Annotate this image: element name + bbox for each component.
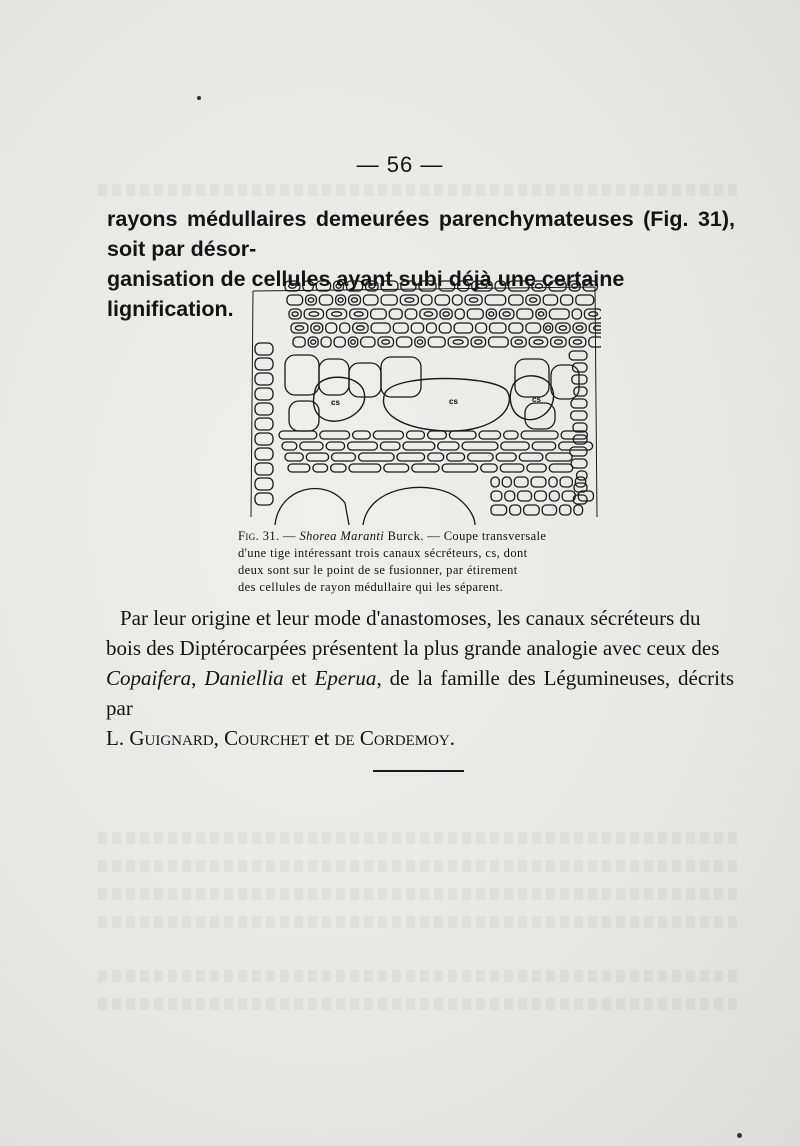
cell-lumen <box>443 312 449 316</box>
separator-text: , <box>213 726 225 750</box>
fiber-cell <box>311 323 323 333</box>
fiber-cell <box>389 309 402 319</box>
cell-lumen <box>354 312 363 316</box>
show-through-line <box>98 888 738 900</box>
fiber-cell <box>465 295 482 305</box>
fiber-cell <box>293 337 305 347</box>
fiber-cell <box>411 323 423 333</box>
cell-lumen <box>405 298 414 302</box>
fiber-cell <box>489 337 509 347</box>
fiber-cell <box>572 309 581 319</box>
fiber-cell <box>518 491 532 501</box>
fiber-cell <box>560 477 572 487</box>
fiber-cell <box>468 453 494 461</box>
fiber-cell <box>439 281 455 291</box>
paragraph-line: rayons médullaires demeurées parenchymateuses (Fig. 31), soit par désor- <box>107 207 735 261</box>
fiber-cell <box>361 337 375 347</box>
fiber-cell <box>378 337 394 347</box>
fiber-cell <box>531 477 546 487</box>
fiber-cell <box>502 477 511 487</box>
fiber-cell <box>373 431 403 439</box>
caption-dash: — <box>279 529 300 543</box>
fiber-cell <box>491 491 502 501</box>
figure-caption <box>238 528 600 596</box>
section-end-rule <box>373 770 464 772</box>
cell-section-drawing <box>245 273 601 525</box>
genus-name: Daniellia <box>204 666 284 690</box>
fiber-cell <box>574 505 583 515</box>
fiber-cell <box>504 431 518 439</box>
fiber-cell <box>428 337 445 347</box>
fiber-cell <box>285 281 300 291</box>
fiber-cell <box>571 459 587 468</box>
fiber-cell <box>304 309 323 319</box>
fiber-cell <box>546 453 572 461</box>
cell-lumen <box>489 312 494 316</box>
paragraph-line: ganisation de cellules ayant subi déjà une certaine lignification. <box>107 267 625 321</box>
canal-label-cs: cs <box>532 395 541 404</box>
cell-lumen <box>295 326 303 330</box>
cell-lumen <box>503 312 510 316</box>
species-author: Burck. <box>384 529 424 543</box>
cell-lumen <box>559 326 566 330</box>
end-punctuation: . <box>449 726 455 750</box>
fiber-cell <box>327 309 347 319</box>
fiber-cell <box>359 453 395 461</box>
fiber-cell <box>532 442 556 450</box>
cell-lumen <box>475 340 482 344</box>
fiber-cell <box>363 295 378 305</box>
caption-line <box>238 528 600 545</box>
fiber-cell <box>510 505 521 515</box>
fiber-cell <box>287 295 303 305</box>
fiber-cell <box>491 477 499 487</box>
fiber-cell <box>427 323 437 333</box>
fiber-cell <box>453 295 463 305</box>
fiber-cell <box>316 281 330 291</box>
vessel-wall <box>363 487 475 525</box>
fiber-cell <box>321 337 331 347</box>
fiber-cell <box>289 309 301 319</box>
fiber-cell <box>255 373 273 385</box>
fiber-cell <box>288 464 310 472</box>
author-name: de Cordemoy <box>334 726 450 750</box>
fiber-cell <box>348 337 357 347</box>
fiber-cell <box>496 453 516 461</box>
fiber-cell <box>454 323 473 333</box>
fiber-cell <box>255 478 273 490</box>
paragraph-line <box>106 663 734 723</box>
fiber-cell <box>371 309 387 319</box>
fiber-cell <box>569 337 586 347</box>
fiber-cell <box>428 431 447 439</box>
show-through-line <box>98 832 738 844</box>
fiber-cell <box>255 343 273 355</box>
fiber-cell <box>400 295 418 305</box>
show-through-line <box>98 184 738 196</box>
genus-name: Copaifera <box>106 666 192 690</box>
fiber-cell <box>319 295 332 305</box>
fiber-cell <box>348 442 378 450</box>
fiber-cell <box>384 464 409 472</box>
cell-lumen <box>351 340 356 344</box>
fiber-cell <box>556 323 570 333</box>
cell-lumen <box>555 340 563 344</box>
fiber-cell <box>544 323 553 333</box>
fiber-cell <box>300 442 323 450</box>
fiber-cell <box>526 323 541 333</box>
fiber-cell <box>320 431 350 439</box>
fiber-cell <box>479 431 501 439</box>
fiber-cell <box>514 477 528 487</box>
fiber-cell <box>481 464 498 472</box>
fiber-cell <box>549 281 566 291</box>
cell-lumen <box>453 340 463 344</box>
fiber-cell <box>542 505 556 515</box>
cell-lumen <box>309 312 319 316</box>
cell-lumen <box>332 312 342 316</box>
fiber-cell <box>569 281 580 291</box>
cell-lumen <box>382 340 390 344</box>
fiber-cell <box>519 453 543 461</box>
cell-lumen <box>357 326 365 330</box>
fiber-cell <box>584 309 601 319</box>
figure-number: Fig. 31. <box>238 529 280 543</box>
fiber-cell <box>576 295 594 305</box>
fiber-cell <box>485 295 506 305</box>
fiber-cell <box>353 323 368 333</box>
section-outline <box>251 287 597 517</box>
fiber-cell <box>574 387 587 396</box>
fiber-cell <box>472 281 492 291</box>
fiber-cell <box>571 399 587 408</box>
fiber-cell <box>255 358 273 370</box>
fiber-cell <box>527 464 546 472</box>
fiber-cell <box>428 453 444 461</box>
fiber-cell <box>334 337 345 347</box>
fiber-cell <box>255 388 273 400</box>
fiber-cell <box>353 431 371 439</box>
caption-line: d'une tige intéressant trois canaux sécréteurs, cs, dont <box>238 546 528 560</box>
paragraph-2 <box>106 603 734 753</box>
fiber-cell <box>332 453 356 461</box>
initial-text: L. <box>106 726 130 750</box>
fiber-cell <box>569 351 587 360</box>
caption-line: des cellules de rayon médullaire qui les séparent. <box>238 580 504 594</box>
fiber-cell <box>561 295 573 305</box>
fiber-cell <box>421 295 432 305</box>
fiber-cell <box>415 337 425 347</box>
fiber-cell <box>490 323 507 333</box>
figure-31-illustration <box>245 273 601 525</box>
cell-lumen <box>336 284 341 288</box>
fiber-cell <box>326 442 344 450</box>
cell-lumen <box>352 298 358 302</box>
fiber-cell <box>500 464 524 472</box>
author-name: Courchet <box>224 726 309 750</box>
fiber-cell <box>491 505 507 515</box>
fiber-cell <box>449 431 476 439</box>
fiber-cell <box>447 453 465 461</box>
fiber-cell <box>291 323 308 333</box>
fiber-cell <box>455 309 464 319</box>
canal-label-cs: cs <box>331 398 340 407</box>
fiber-cell <box>381 295 397 305</box>
fiber-cell <box>526 295 540 305</box>
fiber-cell <box>573 323 586 333</box>
cell-lumen <box>515 340 522 344</box>
fiber-cell <box>509 295 523 305</box>
fiber-cell <box>285 453 303 461</box>
fiber-cell <box>282 442 297 450</box>
fiber-cell <box>517 309 533 319</box>
fiber-cell <box>255 493 273 505</box>
fiber-cell <box>442 464 478 472</box>
cell-lumen <box>314 326 320 330</box>
fiber-cell <box>501 442 529 450</box>
fiber-cell <box>535 491 547 501</box>
paragraph-line: Par leur origine et leur mode d'anastomoses, les canaux sécréteurs du <box>120 606 701 630</box>
fiber-cell <box>350 309 368 319</box>
fiber-cell <box>349 295 361 305</box>
fiber-cell <box>380 442 400 450</box>
fiber-cell <box>371 323 390 333</box>
fiber-cell <box>571 411 587 420</box>
fiber-cell <box>306 295 317 305</box>
show-through-line <box>98 916 738 928</box>
fiber-cell <box>255 433 273 445</box>
fiber-cell <box>439 323 451 333</box>
fiber-cell <box>549 491 559 501</box>
secretory-canal <box>383 379 509 432</box>
cell-lumen <box>292 312 298 316</box>
fiber-cell <box>467 309 483 319</box>
fiber-cell <box>412 464 439 472</box>
cell-lumen <box>311 340 316 344</box>
fiber-cell <box>551 337 567 347</box>
fiber-cell <box>532 281 546 291</box>
fiber-cell <box>349 464 381 472</box>
fiber-cell <box>403 442 435 450</box>
separator-text: et <box>283 666 315 690</box>
cell-lumen <box>308 298 313 302</box>
cell-lumen <box>417 340 422 344</box>
fiber-cell <box>393 323 408 333</box>
fiber-cell <box>589 337 601 347</box>
fiber-cell <box>255 463 273 475</box>
cell-lumen <box>369 284 375 288</box>
fiber-cell <box>560 505 571 515</box>
fiber-cell <box>303 281 313 291</box>
cell-lumen <box>469 298 478 302</box>
parenchyma-cell <box>285 355 319 395</box>
fiber-cell <box>255 448 273 460</box>
fiber-cell <box>570 447 587 456</box>
fiber-cell <box>435 295 449 305</box>
separator-text: , <box>191 666 205 690</box>
cell-lumen <box>424 312 433 316</box>
show-through-line <box>98 970 738 982</box>
fiber-cell <box>440 309 452 319</box>
fiber-cell <box>521 431 558 439</box>
fiber-cell <box>476 323 487 333</box>
fiber-cell <box>336 295 346 305</box>
fiber-cell <box>308 337 318 347</box>
fiber-cell <box>549 477 557 487</box>
fiber-cell <box>397 337 412 347</box>
fiber-cell <box>511 337 526 347</box>
caption-text: — Coupe transversale <box>423 529 547 543</box>
fiber-cell <box>458 281 469 291</box>
fiber-cell <box>505 491 515 501</box>
fiber-cell <box>407 431 425 439</box>
cell-lumen <box>338 298 343 302</box>
fiber-cell <box>495 281 505 291</box>
cell-lumen <box>576 326 583 330</box>
cell-lumen <box>539 312 544 316</box>
fiber-cell <box>549 464 572 472</box>
fiber-cell <box>499 309 514 319</box>
genus-name: Eperua <box>314 666 377 690</box>
fiber-cell <box>255 403 273 415</box>
page-number: — 56 — <box>356 152 444 177</box>
fiber-cell <box>340 323 350 333</box>
cell-lumen <box>589 312 598 316</box>
fiber-cell <box>405 309 417 319</box>
paragraph-line: bois des Diptérocarpées présentent la plus grande analogie avec ceux des <box>106 636 720 660</box>
fiber-cell <box>462 442 498 450</box>
fiber-cell <box>509 281 530 291</box>
caption-line: deux sont sur le point de se fusionner, par étirement <box>238 563 518 577</box>
cell-lumen <box>573 340 581 344</box>
fiber-cell <box>438 442 459 450</box>
print-speck <box>197 96 201 100</box>
fiber-cell <box>306 453 328 461</box>
fiber-cell <box>420 309 437 319</box>
print-speck <box>737 1133 742 1138</box>
canal-label-cs: cs <box>449 397 458 406</box>
fiber-cell <box>471 337 486 347</box>
cell-lumen <box>530 298 537 302</box>
species-name: Shorea Maranti <box>299 529 385 543</box>
fiber-cell <box>486 309 496 319</box>
paragraph-line <box>106 723 734 753</box>
fiber-cell <box>448 337 468 347</box>
cell-lumen <box>594 326 601 330</box>
fiber-cell <box>549 309 569 319</box>
fiber-cell <box>509 323 523 333</box>
fiber-cell <box>536 309 547 319</box>
fiber-cell <box>543 295 557 305</box>
fiber-cell <box>279 431 317 439</box>
separator-text: et <box>309 726 335 750</box>
cell-lumen <box>534 340 543 344</box>
cell-lumen <box>477 284 487 288</box>
author-name: Guignard <box>129 726 214 750</box>
fiber-cell <box>313 464 328 472</box>
fiber-cell <box>255 418 273 430</box>
fiber-cell <box>326 323 337 333</box>
fiber-cell <box>524 505 540 515</box>
show-through-line <box>98 998 738 1010</box>
fiber-cell <box>397 453 425 461</box>
show-through-line <box>98 860 738 872</box>
paragraph-text: , de la famille des Légumineuses, décrits par <box>106 666 735 720</box>
cell-lumen <box>546 326 551 330</box>
fiber-cell <box>331 464 347 472</box>
fiber-cell <box>529 337 547 347</box>
vessel-wall <box>275 489 349 525</box>
cell-lumen <box>289 284 296 288</box>
